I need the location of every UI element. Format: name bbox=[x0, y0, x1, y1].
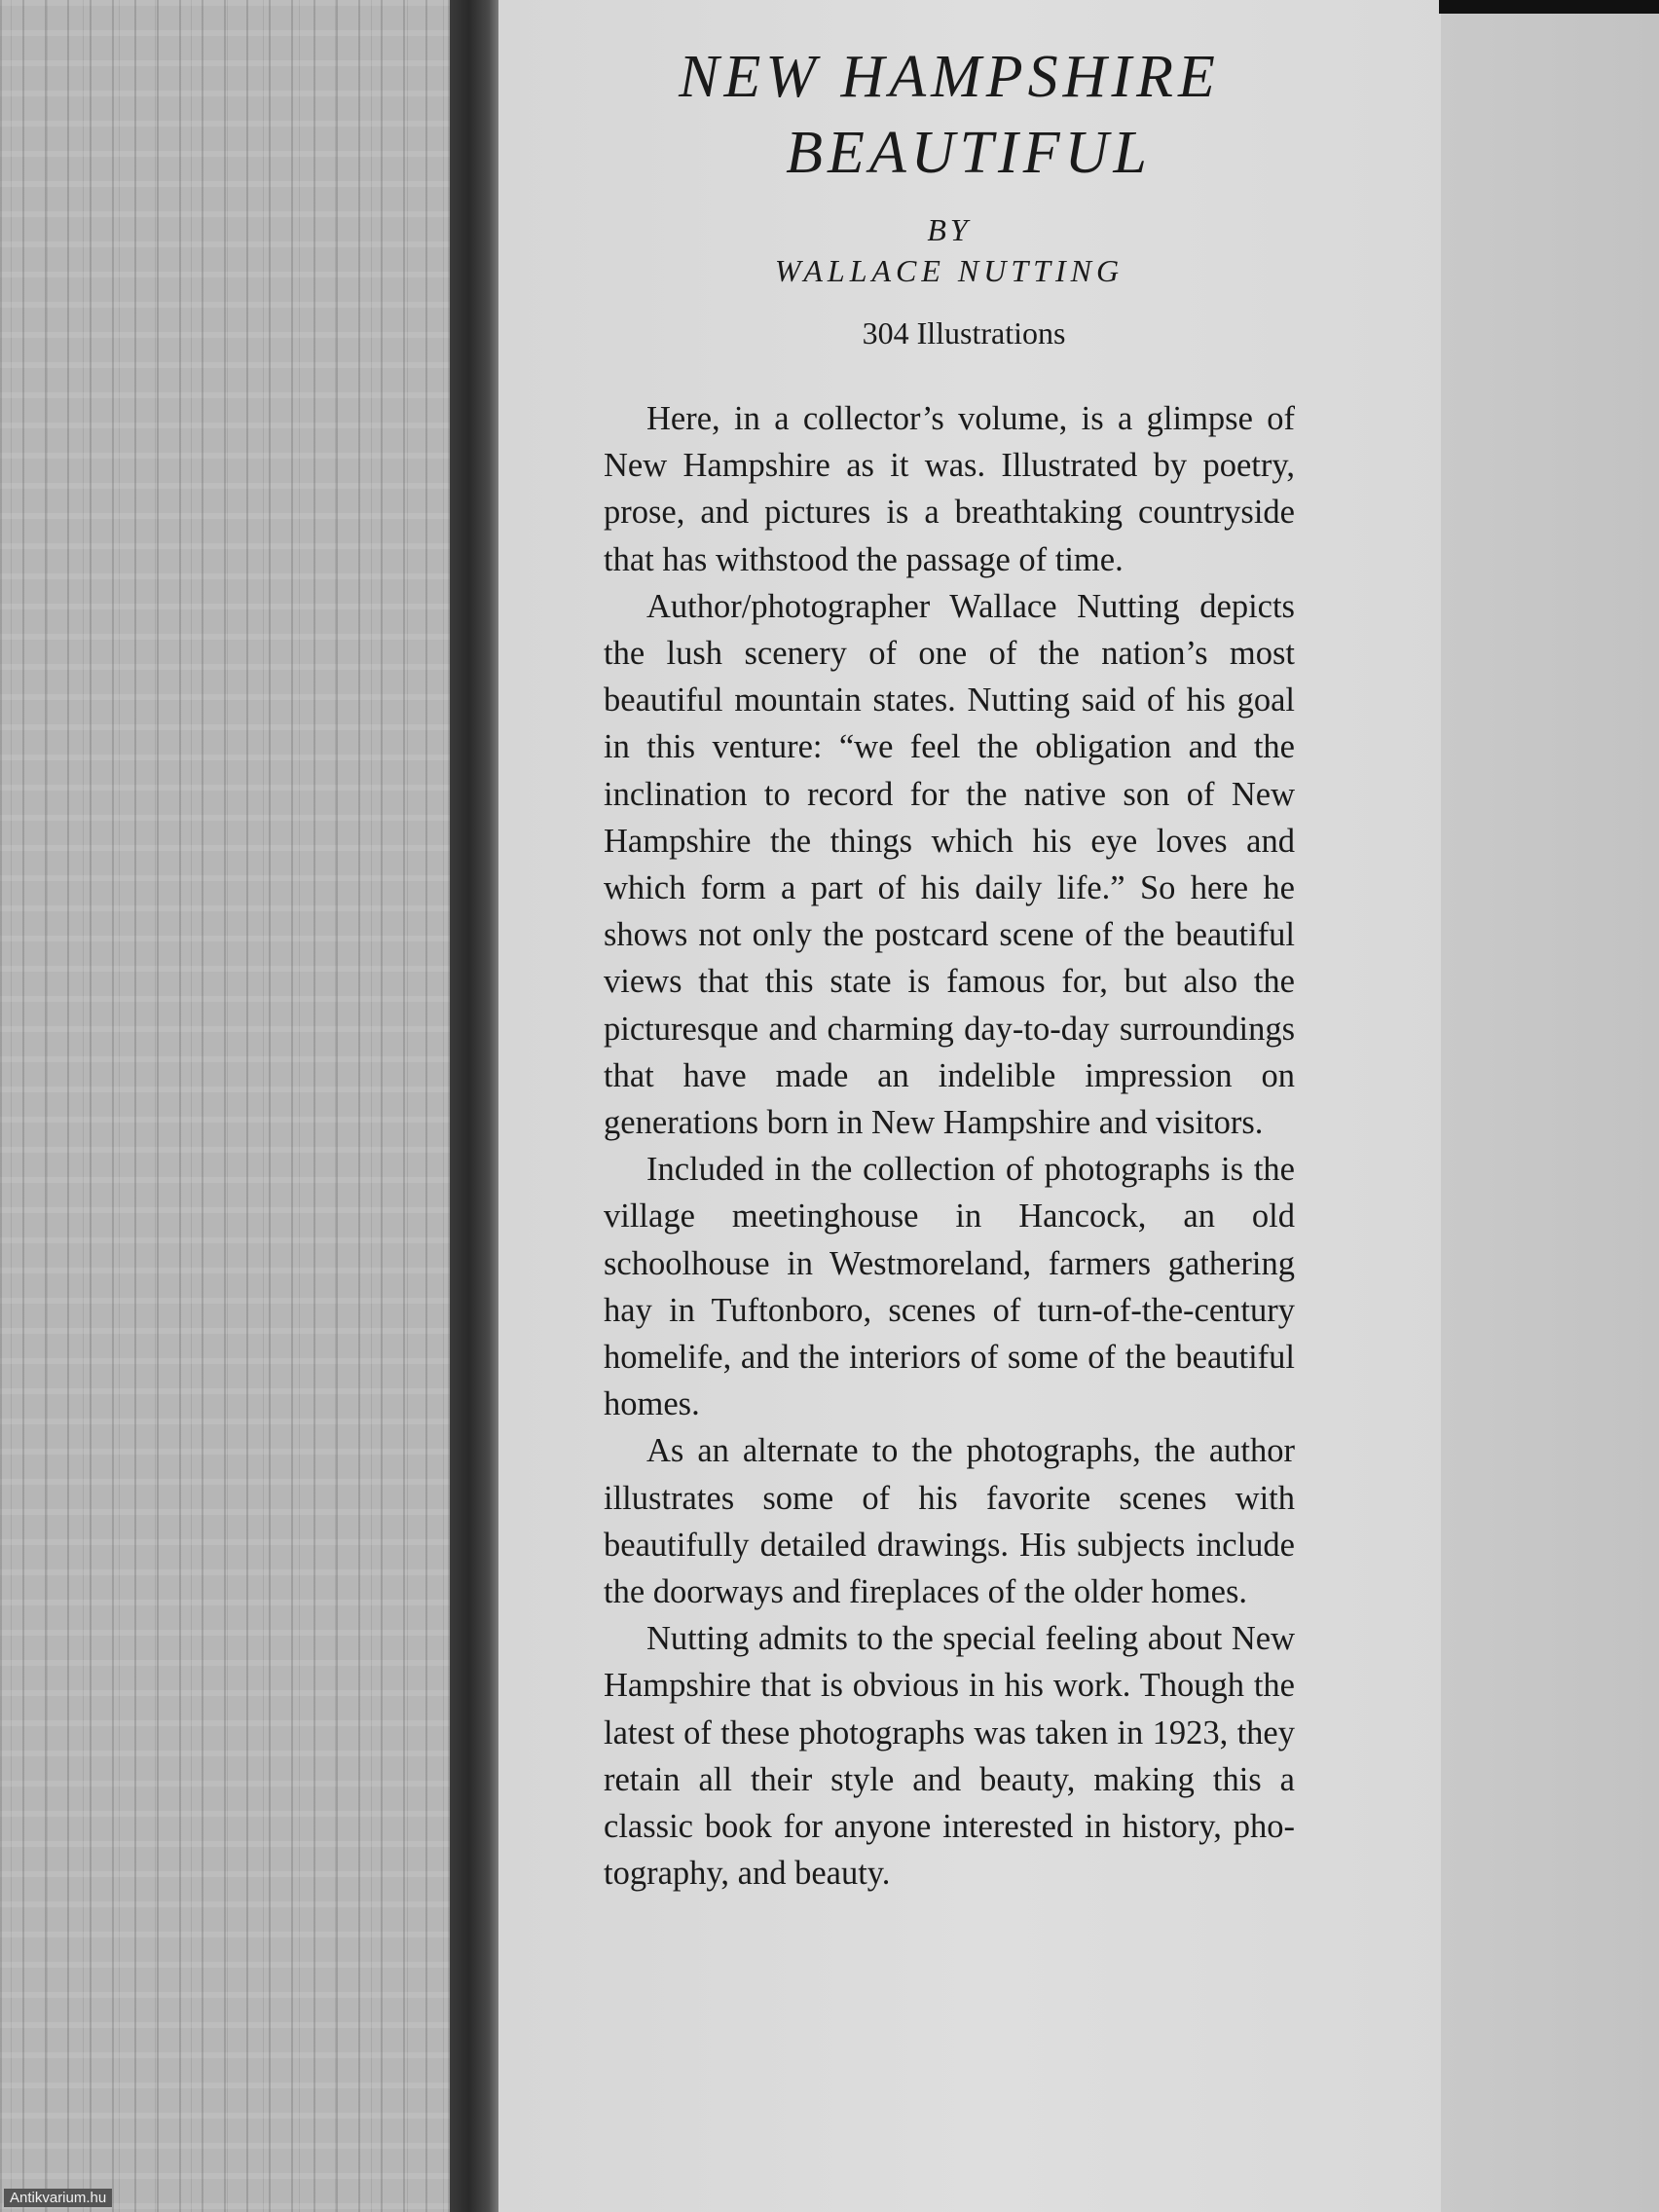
corner-shadow bbox=[1439, 0, 1659, 14]
author-name: WALLACE NUTTING bbox=[774, 253, 1124, 288]
title-line-1: NEW HAMPSHIRE bbox=[679, 44, 1220, 110]
description-body bbox=[604, 395, 1295, 1898]
by-label: BY bbox=[927, 212, 972, 247]
illustration-count: 304 Illustrations bbox=[862, 315, 1066, 350]
paragraph: Here, in a collector’s volume, is a glimpse of New Hampshire as it was. Illustrated by poetry, prose, and pictures is a breathtaking countryside that has withstood the passage of time. bbox=[604, 400, 1295, 578]
background-strip bbox=[1441, 0, 1659, 2212]
book-title bbox=[604, 39, 1295, 191]
paragraph: Included in the collection of photographs is the village meetinghouse in Hancock, an old schoolhouse in Westmoreland, farmers gathering hay in Tuftonboro, scenes of turn-of-the-century homelife, and the interiors of some of the beautiful homes. bbox=[604, 1151, 1295, 1423]
flap-text-block bbox=[604, 39, 1295, 1898]
book-board-background bbox=[0, 0, 450, 2212]
book-spine-edge bbox=[450, 0, 498, 2212]
site-watermark: Antikvarium.hu bbox=[4, 2189, 112, 2207]
paragraph: As an alternate to the photographs, the author illustrates some of his favorite scenes with beautifully detailed drawings. His subjects include the doorways and fireplaces of the older homes. bbox=[604, 1432, 1295, 1611]
paragraph: Author/photographer Wallace Nutting depicts the lush scenery of one of the nation’s most beautiful mountain states. Nutting said of his goal in this venture: “we feel the obligation and the inclination to record for the native son of New Hampshire the things which his eye loves and which form a part of his daily life.” So here he shows not only the postcard scene of the beautiful views that this state is famous for, but also the picturesque and charming day-to-day surroundings that have made an indelible impression on generations born in New Hampshire and visitors. bbox=[604, 587, 1295, 1142]
paragraph: Nutting admits to the special feeling about New Hampshire that is obvious in his work. Though the latest of these photographs was taken in 1923, they retain all their style and beauty, making this a classic book for anyone interested in history, photography, and beauty. bbox=[604, 1620, 1295, 1893]
title-line-2: BEAUTIFUL bbox=[786, 120, 1152, 186]
